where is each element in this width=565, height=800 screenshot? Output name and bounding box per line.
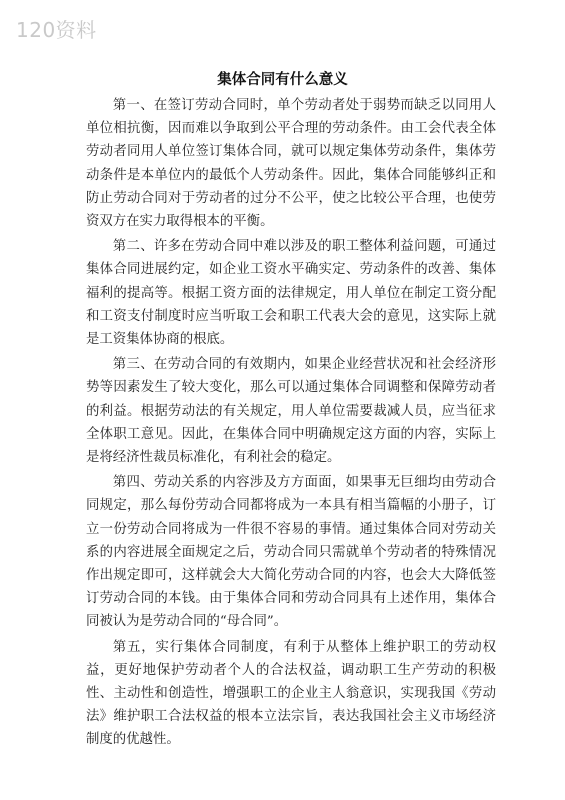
paragraph-4: 第四、劳动关系的内容涉及方方面面，如果事无巨细均由劳动合同规定，那么每份劳动合同都将成为一本具有相当篇幅的小册子，订立一份劳动合同将成为一件很不容易的事情。通过集体合同对劳动关系的内容进展全面规定之后，劳动合同只需就单个劳动者的特殊情况作出规定即可，这样就会大大简化劳动合同的内容，也会大大降低签订劳动合同的本钱。由于集体合同和劳动合同具有上述作用，集体合同被认为是劳动合同的“母合同”。 (86, 475, 496, 630)
paragraph-2: 第二、许多在劳动合同中难以涉及的职工整体利益问题，可通过集体合同进展约定，如企业工资水平确实定、劳动条件的改善、集体福利的提高等。根据工资方面的法律规定，用人单位在制定工资分配和工资支付制度时应当听取工会和职工代表大会的意见，这实际上就是工资集体协商的根底。 (86, 239, 496, 348)
paragraph-1: 第一、在签订劳动合同时，单个劳动者处于弱势而缺乏以同用人单位相抗衡，因而难以争取到公平合理的劳动条件。由工会代表全体劳动者同用人单位签订集体合同，就可以规定集体劳动条件，集体劳动条件是本单位内的最低个人劳动条件。因此，集体合同能够纠正和防止劳动合同对于劳动者的过分不公平，使之比较公平合理，也使劳资双方在实力取得根本的平衡。 (86, 98, 496, 230)
document-body (86, 94, 496, 754)
paragraph-5: 第五，实行集体合同制度，有利于从整体上维护职工的劳动权益，更好地保护劳动者个人的合法权益，调动职工生产劳动的积极性、主动性和创造性，增强职工的企业主人翁意识，实现我国《劳动法》维护职工合法权益的根本立法宗旨，表达我国社会主义市场经济制度的优越性。 (86, 639, 496, 748)
watermark-logo: 120资料 (16, 18, 97, 42)
paragraph-3: 第三、在劳动合同的有效期内，如果企业经营状况和社会经济形势等因素发生了较大变化，那么可以通过集体合同调整和保障劳动者的利益。根据劳动法的有关规定，用人单位需要裁减人员，应当征求全体职工意见。因此，在集体合同中明确规定这方面的内容，实际上是将经济性裁员标准化，有利社会的稳定。 (86, 357, 496, 466)
document-title: 集体合同有什么意义 (217, 72, 348, 88)
